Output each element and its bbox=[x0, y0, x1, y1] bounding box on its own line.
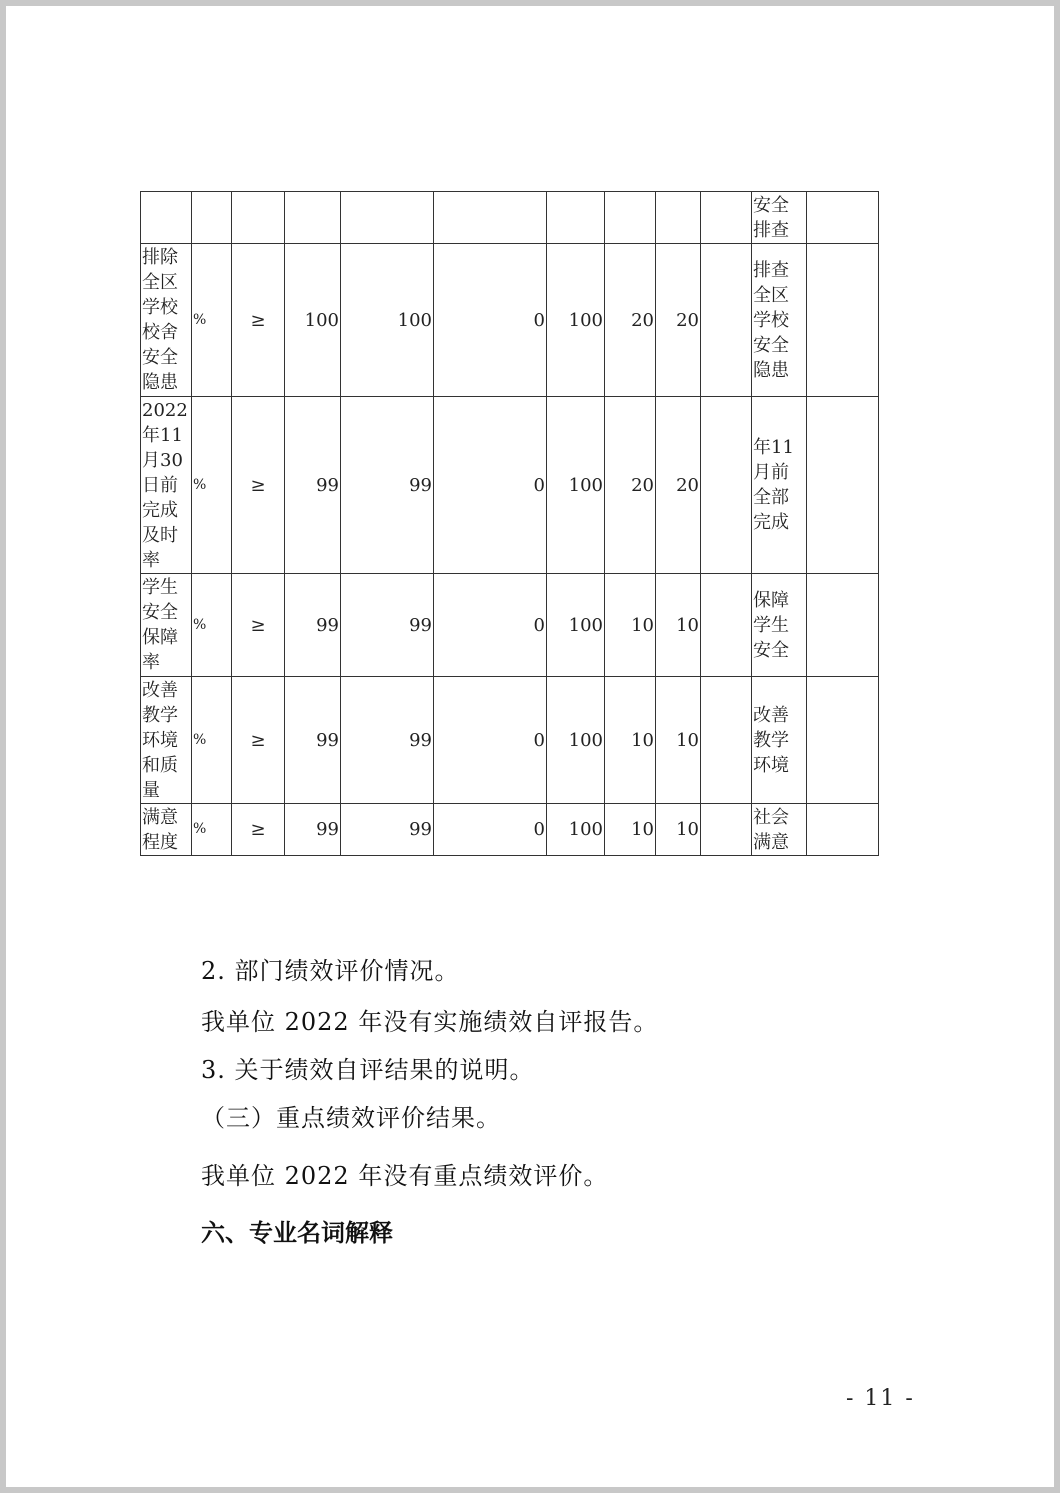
table-cell-last bbox=[807, 192, 879, 244]
table-cell-v3: 0 bbox=[434, 397, 547, 574]
table-cell-last bbox=[807, 244, 879, 397]
table-row bbox=[141, 574, 879, 677]
paragraph-no-key-eval: 我单位 2022 年没有重点绩效评价。 bbox=[201, 1162, 609, 1190]
table-cell-v7 bbox=[701, 397, 752, 574]
table-cell-op: ≥ bbox=[232, 677, 285, 804]
table-cell-desc: 年11月前全部完成 bbox=[752, 397, 807, 574]
document-page bbox=[6, 6, 1054, 1487]
table-cell-unit: % bbox=[192, 244, 232, 397]
table-cell-last bbox=[807, 397, 879, 574]
table-cell-v7 bbox=[701, 804, 752, 856]
table-row bbox=[141, 677, 879, 804]
table-cell-name: 满意程度 bbox=[141, 804, 192, 856]
table-cell-v4: 100 bbox=[547, 244, 605, 397]
table-cell-v1: 99 bbox=[285, 804, 341, 856]
table-cell-v3: 0 bbox=[434, 244, 547, 397]
table-cell-name: 学生安全保障率 bbox=[141, 574, 192, 677]
table-cell-v5 bbox=[605, 192, 656, 244]
table-cell-op: ≥ bbox=[232, 244, 285, 397]
table-cell-v3: 0 bbox=[434, 804, 547, 856]
paragraph-key-eval-results: （三）重点绩效评价结果。 bbox=[201, 1104, 501, 1132]
table-row bbox=[141, 397, 879, 574]
table-cell-v4: 100 bbox=[547, 574, 605, 677]
table-cell-v1: 99 bbox=[285, 397, 341, 574]
table-cell-v2: 99 bbox=[341, 574, 434, 677]
table-cell-op: ≥ bbox=[232, 397, 285, 574]
table-cell-v3: 0 bbox=[434, 677, 547, 804]
table-cell-v1: 99 bbox=[285, 677, 341, 804]
table-cell-v5: 10 bbox=[605, 677, 656, 804]
table-row bbox=[141, 244, 879, 397]
table-cell-desc: 社会满意 bbox=[752, 804, 807, 856]
table-cell-last bbox=[807, 677, 879, 804]
paragraph-dept-evaluation: 2. 部门绩效评价情况。 bbox=[201, 957, 460, 985]
section-heading: 六、专业名词解释 bbox=[201, 1219, 393, 1247]
table-cell-v5: 10 bbox=[605, 804, 656, 856]
table-cell-unit bbox=[192, 192, 232, 244]
table-cell-op bbox=[232, 192, 285, 244]
table-cell-name: 2022年11月30日前完成及时率 bbox=[141, 397, 192, 574]
table-cell-v1: 100 bbox=[285, 244, 341, 397]
table-cell-v2: 99 bbox=[341, 804, 434, 856]
table-cell-v3: 0 bbox=[434, 574, 547, 677]
page-number: - 11 - bbox=[846, 1386, 915, 1411]
table-cell-last bbox=[807, 574, 879, 677]
table-cell-v6: 10 bbox=[656, 677, 701, 804]
table-cell-desc: 保障学生安全 bbox=[752, 574, 807, 677]
table-row bbox=[141, 804, 879, 856]
table-cell-unit: % bbox=[192, 677, 232, 804]
table-cell-v2: 100 bbox=[341, 244, 434, 397]
table-cell-v2: 99 bbox=[341, 397, 434, 574]
table-cell-v3 bbox=[434, 192, 547, 244]
table-cell-unit: % bbox=[192, 804, 232, 856]
table-cell-v5: 20 bbox=[605, 244, 656, 397]
table-cell-v7 bbox=[701, 574, 752, 677]
table-cell-v5: 10 bbox=[605, 574, 656, 677]
table-cell-v6: 20 bbox=[656, 244, 701, 397]
table-cell-name: 改善教学环境和质量 bbox=[141, 677, 192, 804]
table-cell-desc: 改善教学环境 bbox=[752, 677, 807, 804]
table-cell-v6: 10 bbox=[656, 804, 701, 856]
table-cell-v4: 100 bbox=[547, 804, 605, 856]
table-cell-v4: 100 bbox=[547, 397, 605, 574]
table-cell-v4 bbox=[547, 192, 605, 244]
table-cell-v1 bbox=[285, 192, 341, 244]
table-cell-v7 bbox=[701, 244, 752, 397]
table-cell-desc: 安全排查 bbox=[752, 192, 807, 244]
paragraph-self-eval-explanation: 3. 关于绩效自评结果的说明。 bbox=[201, 1056, 535, 1084]
table-cell-v6: 10 bbox=[656, 574, 701, 677]
table-cell-name: 排除全区学校校舍安全隐患 bbox=[141, 244, 192, 397]
table-row bbox=[141, 192, 879, 244]
table-cell-name bbox=[141, 192, 192, 244]
table-cell-v2: 99 bbox=[341, 677, 434, 804]
table-cell-unit: % bbox=[192, 574, 232, 677]
table-cell-unit: % bbox=[192, 397, 232, 574]
table-cell-desc: 排查全区学校安全隐患 bbox=[752, 244, 807, 397]
paragraph-no-self-eval: 我单位 2022 年没有实施绩效自评报告。 bbox=[201, 1008, 659, 1036]
performance-table bbox=[140, 191, 879, 856]
table-cell-v2 bbox=[341, 192, 434, 244]
table-cell-v7 bbox=[701, 192, 752, 244]
table-cell-v6: 20 bbox=[656, 397, 701, 574]
table-cell-op: ≥ bbox=[232, 574, 285, 677]
table-cell-v5: 20 bbox=[605, 397, 656, 574]
table-cell-op: ≥ bbox=[232, 804, 285, 856]
table-cell-v7 bbox=[701, 677, 752, 804]
table-cell-v4: 100 bbox=[547, 677, 605, 804]
table-cell-last bbox=[807, 804, 879, 856]
table-cell-v6 bbox=[656, 192, 701, 244]
table-cell-v1: 99 bbox=[285, 574, 341, 677]
